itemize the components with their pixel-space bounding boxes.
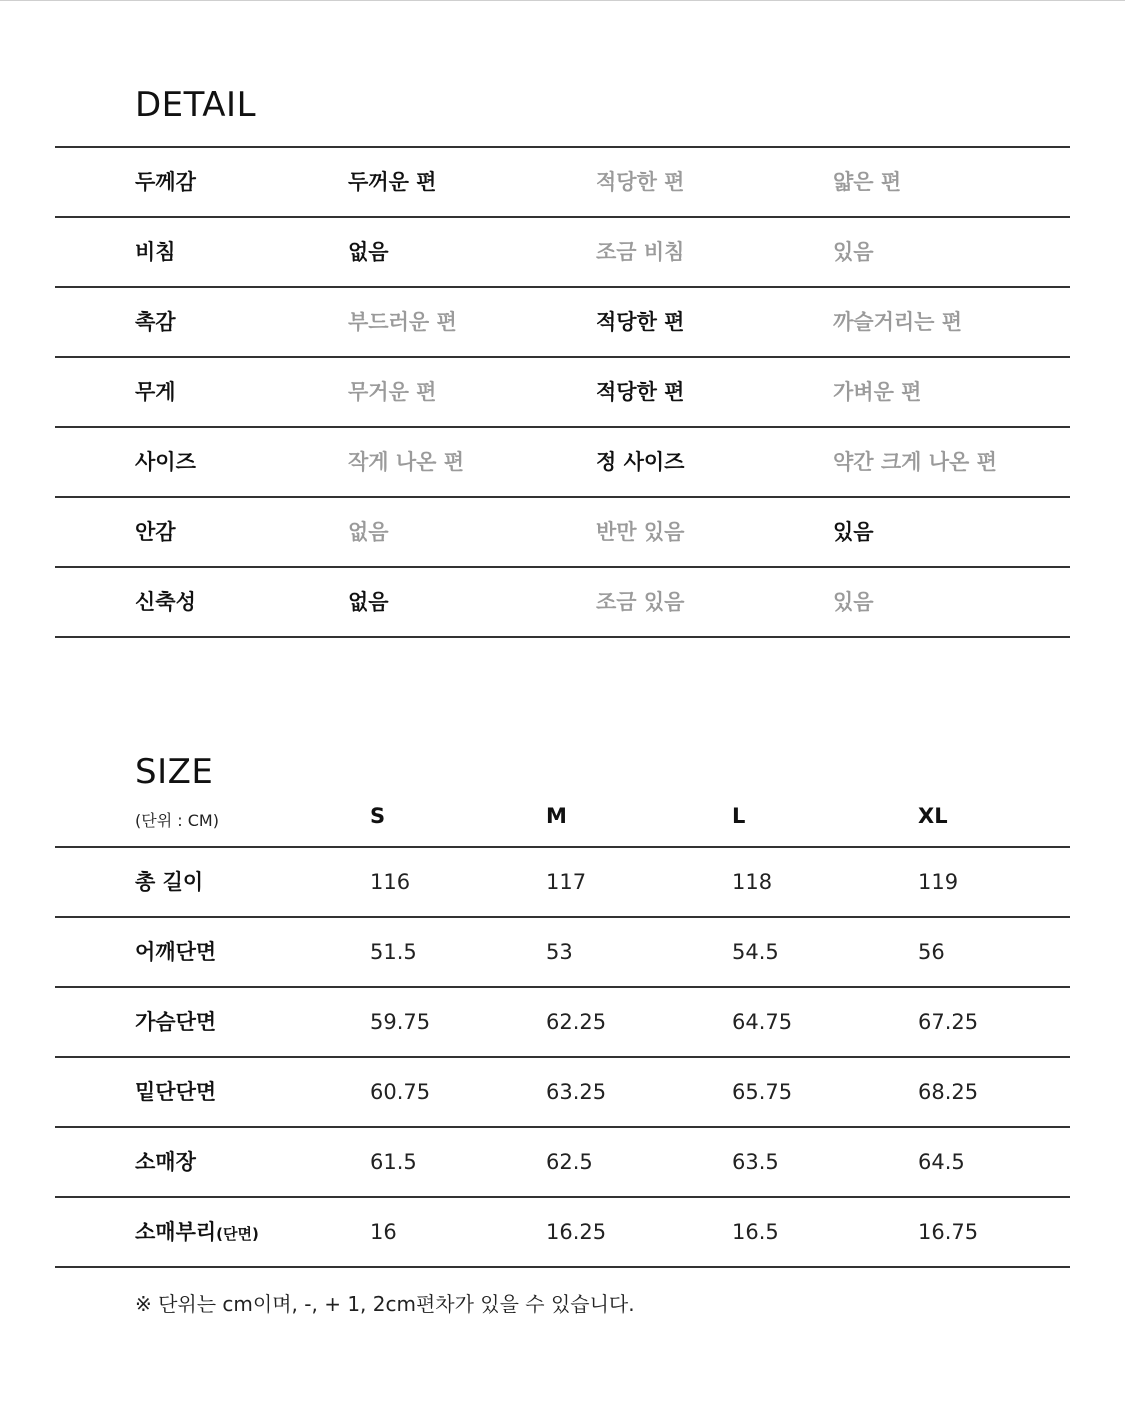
detail-label: 무게 [135, 380, 176, 404]
detail-label: 촉감 [135, 310, 176, 334]
size-value: 59.75 [370, 1010, 431, 1034]
detail-label: 비침 [135, 240, 176, 264]
size-label: 소매부리(단면) [135, 1220, 259, 1244]
detail-table [55, 146, 1070, 638]
size-row-hem [55, 1058, 1070, 1128]
detail-option: 적당한 편 [596, 380, 685, 404]
detail-label: 신축성 [135, 590, 196, 614]
footnote: ※ 단위는 cm이며, -, + 1, 2cm편차가 있을 수 있습니다. [135, 1292, 635, 1316]
size-value: 65.75 [732, 1080, 793, 1104]
size-value: 62.25 [546, 1010, 607, 1034]
size-value: 63.25 [546, 1080, 607, 1104]
detail-option: 적당한 편 [596, 310, 685, 334]
size-row-chest [55, 988, 1070, 1058]
detail-option: 있음 [833, 590, 874, 614]
detail-row-weight [55, 358, 1070, 428]
size-value: 64.75 [732, 1010, 793, 1034]
detail-row-fit [55, 428, 1070, 498]
detail-row-texture [55, 288, 1070, 358]
size-row-sleeve-length [55, 1128, 1070, 1198]
detail-row-stretch [55, 568, 1070, 638]
detail-option: 부드러운 편 [348, 310, 457, 334]
detail-label: 두께감 [135, 170, 196, 194]
detail-option: 얇은 편 [833, 170, 902, 194]
detail-option: 가벼운 편 [833, 380, 922, 404]
size-value: 67.25 [918, 1010, 979, 1034]
detail-row-sheerness [55, 218, 1070, 288]
size-header [0, 800, 1125, 834]
size-value: 118 [732, 870, 773, 894]
detail-label: 안감 [135, 520, 176, 544]
detail-option: 반만 있음 [596, 520, 685, 544]
detail-option: 있음 [833, 520, 874, 544]
size-value: 119 [918, 870, 959, 894]
size-value: 16.75 [918, 1220, 979, 1244]
size-value: 116 [370, 870, 411, 894]
size-label: 밑단단면 [135, 1080, 217, 1104]
size-value: 68.25 [918, 1080, 979, 1104]
size-row-total-length [55, 848, 1070, 918]
detail-option: 무거운 편 [348, 380, 437, 404]
size-column-l: L [732, 804, 746, 828]
top-divider [0, 0, 1125, 1]
size-column-xl: XL [918, 804, 948, 828]
size-label: 소매장 [135, 1150, 196, 1174]
size-value: 63.5 [732, 1150, 779, 1174]
detail-option: 적당한 편 [596, 170, 685, 194]
size-value: 16 [370, 1220, 397, 1244]
size-value: 60.75 [370, 1080, 431, 1104]
size-value: 16.25 [546, 1220, 607, 1244]
size-title: SIZE [135, 752, 214, 792]
size-value: 51.5 [370, 940, 417, 964]
size-table [55, 846, 1070, 1268]
detail-option: 두꺼운 편 [348, 170, 437, 194]
detail-option: 조금 있음 [596, 590, 685, 614]
size-value: 54.5 [732, 940, 779, 964]
detail-option: 약간 크게 나온 편 [833, 450, 997, 474]
size-label: 가슴단면 [135, 1010, 217, 1034]
size-label: 어깨단면 [135, 940, 217, 964]
size-value: 62.5 [546, 1150, 593, 1174]
size-column-s: S [370, 804, 386, 828]
size-value: 61.5 [370, 1150, 417, 1174]
size-value: 64.5 [918, 1150, 965, 1174]
detail-option: 있음 [833, 240, 874, 264]
size-row-cuff [55, 1198, 1070, 1268]
size-value: 56 [918, 940, 945, 964]
detail-label: 사이즈 [135, 450, 196, 474]
detail-option: 까슬거리는 편 [833, 310, 963, 334]
size-column-m: M [546, 804, 567, 828]
detail-title: DETAIL [135, 85, 257, 125]
size-value: 16.5 [732, 1220, 779, 1244]
size-value: 117 [546, 870, 587, 894]
detail-option: 없음 [348, 240, 389, 264]
detail-option: 조금 비침 [596, 240, 685, 264]
detail-option: 없음 [348, 520, 389, 544]
detail-row-lining [55, 498, 1070, 568]
detail-option: 정 사이즈 [596, 450, 685, 474]
detail-option: 없음 [348, 590, 389, 614]
unit-label: (단위 : CM) [135, 811, 219, 830]
detail-row-thickness [55, 148, 1070, 218]
size-label: 총 길이 [135, 870, 204, 894]
size-value: 53 [546, 940, 573, 964]
detail-option: 작게 나온 편 [348, 450, 465, 474]
size-row-shoulder [55, 918, 1070, 988]
